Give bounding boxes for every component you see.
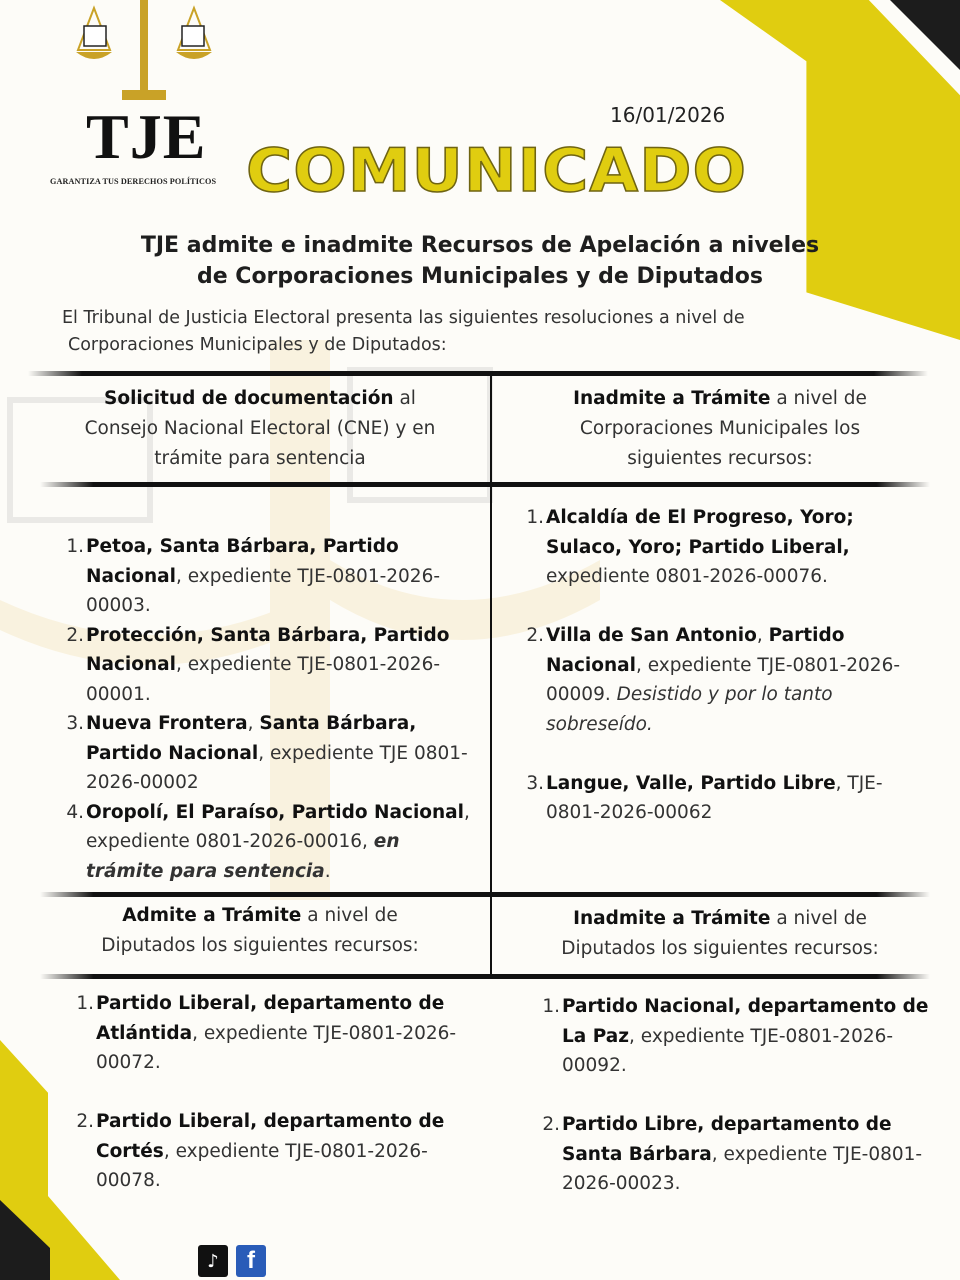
- item-text: expediente 0801-2026-00076.: [546, 566, 828, 587]
- item-text: , expediente TJE-0801-2026-00023.: [562, 1143, 923, 1194]
- item-title: Protección, Santa Bárbara, Partido Nacional: [86, 624, 450, 675]
- heading-line-3: siguientes recursos:: [627, 448, 813, 469]
- divider-vertical: [490, 376, 492, 976]
- intro-line-2: Corporaciones Municipales y de Diputados:: [68, 335, 447, 355]
- headline-line-1: TJE admite e inadmite Recursos de Apelación a niveles: [140, 233, 820, 258]
- divider-header-1: [40, 482, 930, 487]
- section-heading-inadmite-municipal: [500, 384, 940, 474]
- item-title: Partido Liberal, departamento de Atlántida: [96, 993, 445, 1044]
- item-text: , TJE-0801-2026-00062: [546, 772, 883, 823]
- item-title: Langue, Valle, Partido Libre: [546, 772, 836, 794]
- list-item: [62, 532, 472, 621]
- item-sep: ,: [756, 625, 769, 646]
- item-title: Nueva Frontera: [86, 713, 248, 734]
- headline-line-2: de Corporaciones Municipales y de Diputados: [196, 264, 764, 289]
- item-title: Partido Liberal, departamento de Cortés: [96, 1111, 445, 1162]
- heading-rest: a nivel de: [770, 908, 867, 929]
- item-number: 1.: [542, 996, 560, 1017]
- headline: [60, 230, 900, 292]
- list-item: [522, 769, 922, 828]
- item-text: , expediente TJE-0801-2026-00092.: [562, 1025, 894, 1076]
- item-status: en trámite para sentencia: [86, 831, 400, 882]
- tje-logo: [48, 0, 238, 190]
- item-number: 3.: [526, 772, 544, 794]
- item-title: Petoa, Santa Bárbara, Partido Nacional: [86, 536, 399, 587]
- item-number: 2.: [542, 1114, 560, 1135]
- item-title: Oropolí, El Paraíso, Partido Nacional: [86, 801, 464, 823]
- social-links: [198, 1245, 266, 1277]
- item-text: , expediente TJE-0801-2026-00072.: [96, 1022, 457, 1073]
- inadmite-diputados-list: [538, 992, 938, 1199]
- item-number: 3.: [66, 713, 84, 734]
- heading-bold: Admite a Trámite: [122, 905, 302, 926]
- item-text: , expediente TJE-0801-2026-00078.: [96, 1140, 428, 1191]
- divider-middle: [40, 892, 930, 897]
- heading-line-2: Diputados los siguientes recursos:: [101, 935, 419, 956]
- heading-line-3: trámite para sentencia: [154, 448, 366, 469]
- heading-bold: Solicitud de documentación: [104, 388, 394, 409]
- item-sep: ,: [247, 713, 260, 734]
- heading-bold: Inadmite a Trámite: [573, 908, 771, 929]
- item-text: , expediente TJE-0801-2026-00009.: [546, 654, 901, 705]
- item-title: Alcaldía de El Progreso, Yoro; Sulaco, Yoro; Partido Liberal,: [546, 507, 854, 558]
- heading-rest: al: [393, 388, 416, 409]
- item-number: 1.: [66, 536, 84, 557]
- item-status: Desistido y por lo tanto sobreseído.: [546, 684, 833, 735]
- list-item: [522, 621, 922, 739]
- item-number: 2.: [526, 625, 544, 646]
- item-number: 2.: [76, 1111, 94, 1132]
- facebook-icon[interactable]: f: [236, 1245, 266, 1277]
- intro-line-1: El Tribunal de Justicia Electoral presenta las siguientes resoluciones a nivel de: [62, 308, 745, 328]
- list-item: [62, 798, 472, 887]
- list-item: [72, 1107, 482, 1196]
- heading-line-2: Corporaciones Municipales los: [579, 418, 861, 439]
- heading-line-2: Diputados los siguientes recursos:: [561, 938, 879, 959]
- divider-header-2: [40, 974, 930, 979]
- item-number: 2.: [66, 624, 84, 646]
- item-number: 4.: [66, 801, 84, 823]
- heading-rest: a nivel de: [301, 905, 398, 926]
- heading-line-2: Consejo Nacional Electoral (CNE) y en: [84, 418, 436, 439]
- inadmite-municipal-list: [522, 503, 922, 828]
- item-title-2: Santa Bárbara, Partido Nacional: [86, 713, 417, 764]
- divider-top: [28, 371, 928, 376]
- scales-of-justice-icon: [76, 0, 212, 100]
- item-tail: .: [324, 860, 331, 882]
- item-title: Villa de San Antonio: [546, 625, 757, 646]
- list-item: [62, 621, 472, 710]
- item-text: , expediente TJE 0801-2026-00002: [86, 742, 468, 793]
- item-title: Partido Libre, departamento de Santa Bárbara: [562, 1114, 892, 1165]
- item-title: Partido Nacional, departamento de La Paz: [562, 996, 929, 1047]
- heading-rest: a nivel de: [770, 388, 867, 409]
- section-heading-inadmite-diputados: [500, 904, 940, 964]
- item-number: 1.: [76, 993, 94, 1014]
- item-text: , expediente 0801-2026-00016,: [86, 801, 470, 852]
- publication-date: 16/01/2026: [610, 103, 726, 127]
- logo-wordmark: TJE: [86, 101, 207, 172]
- tiktok-icon[interactable]: ♪: [198, 1245, 228, 1277]
- list-item: [538, 1110, 938, 1199]
- page-title: COMUNICADO: [246, 136, 748, 206]
- list-item: [522, 503, 922, 592]
- logo-tagline: GARANTIZA TUS DERECHOS POLÍTICOS: [50, 177, 217, 186]
- item-number: 1.: [526, 507, 544, 528]
- section-heading-documentation: [40, 384, 480, 474]
- documentation-list: [62, 532, 472, 886]
- section-heading-admite-diputados: [40, 901, 480, 961]
- list-item: [538, 992, 938, 1081]
- item-text: , expediente TJE-0801-2026-00001.: [86, 654, 441, 705]
- item-title-2: Partido Nacional: [546, 625, 845, 676]
- intro-paragraph: [62, 305, 862, 359]
- admite-diputados-list: [72, 989, 482, 1196]
- list-item: [62, 709, 472, 798]
- heading-bold: Inadmite a Trámite: [573, 388, 771, 409]
- item-text: , expediente TJE-0801-2026-00003.: [86, 565, 441, 616]
- list-item: [72, 989, 482, 1078]
